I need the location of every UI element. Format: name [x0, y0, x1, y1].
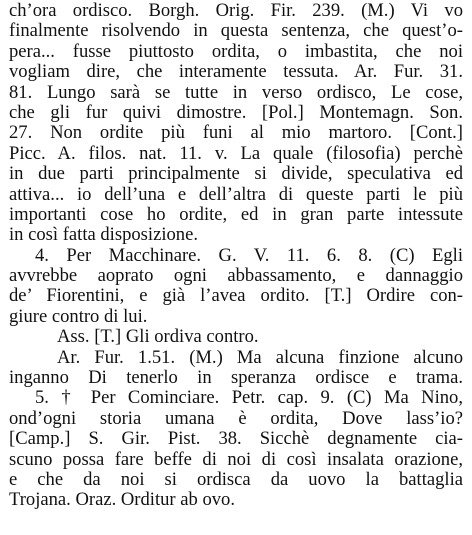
citation-line: Ar. Fur. 1.51. (M.) Ma alcuna finzione alcuno	[57, 347, 463, 368]
entry-text	[9, 1, 463, 511]
sense-4-heading-line: 4. Per Macchinare. G. V. 11. 6. 8. (C) Egli	[35, 245, 463, 266]
text-line: e che da noi si ordisca da uovo la battaglia	[9, 469, 463, 490]
text-line: inganno Di tenerlo in speranza ordisce e trama.	[9, 368, 463, 389]
text-line: finalmente risolvendo in questa sentenza, che quest’o-	[9, 21, 463, 42]
text-line: ch’ora ordisco. Borgh. Orig. Fir. 239. (M.) Vi vo	[9, 1, 463, 21]
text-line: attiva... io dell’una e dell’altra di queste parti le più	[9, 184, 463, 205]
text-line: [Camp.] S. Gir. Pist. 38. Sicchè degnamente cia-	[9, 429, 463, 450]
text-line: de’ Fiorentini, e già l’avea ordito. [T.] Ordire con-	[9, 286, 463, 307]
text-line: scuno possa fare beffe di noi di così insalata orazione,	[9, 449, 463, 470]
text-line: avvrebbe aoprato ogni abbassamento, e dannaggio	[9, 266, 463, 287]
text-line: che gli fur quivi dimostre. [Pol.] Montemagn. Son.	[9, 102, 463, 123]
text-line: in così fatta disposizione.	[9, 225, 198, 246]
text-line: 27. Non ordite più funi al mio martoro. [Cont.]	[9, 123, 463, 144]
text-line: Trojana. Oraz. Orditur ab ovo.	[9, 490, 236, 511]
sense-5-heading-line: 5. † Per Cominciare. Petr. cap. 9. (C) Ma Nino,	[35, 388, 463, 409]
text-line: Picc. A. filos. nat. 11. v. La quale (filosofia) perchè	[9, 143, 463, 164]
text-line: vogliam dire, che interamente tessuta. Ar. Fur. 31.	[9, 62, 463, 83]
text-line: in due parti principalmente si divide, speculativa ed	[9, 164, 463, 185]
ass-subsense-line: Ass. [T.] Gli ordiva contro.	[57, 327, 259, 348]
text-line: giure contro di lui.	[9, 306, 148, 327]
text-line: importanti cose ho ordite, ed in gran parte intessute	[9, 204, 463, 225]
text-line: 81. Lungo sarà se tutte in verso ordisco, Le cose,	[9, 82, 463, 103]
text-line: pera... fusse piuttosto ordita, o imbastita, che noi	[9, 41, 463, 62]
text-line: ond’ogni storia umana è ordita, Dove lass’io?	[9, 408, 463, 429]
